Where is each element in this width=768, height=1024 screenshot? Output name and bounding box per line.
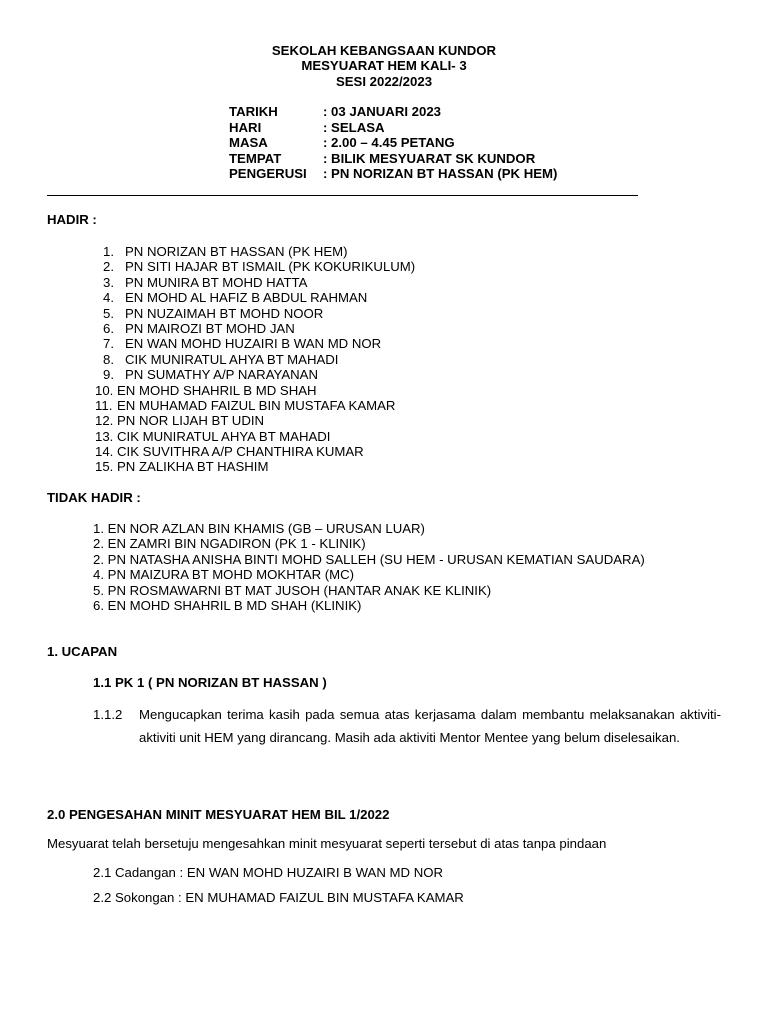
attendee-name: PN SITI HAJAR BT ISMAIL (PK KOKURIKULUM) [125,259,416,275]
tidak-hadir-heading: TIDAK HADIR : [47,490,141,505]
list-item [95,444,415,459]
list-number: 3. [103,274,114,290]
hadir-heading: HADIR : [47,212,97,227]
list-item [103,259,415,274]
list-number: 4. [103,290,114,306]
divider-line [47,195,638,196]
list-item [103,290,415,305]
attendee-name: EN MOHD SHAHRIL B MD SHAH [117,382,317,398]
pengesahan-text: Mesyuarat telah bersetuju mengesahkan minit mesyuarat seperti tersebut di atas tanpa pindaan [47,836,607,851]
list-item [103,306,415,321]
list-item: 1. EN NOR AZLAN BIN KHAMIS (GB – URUSAN LUAR) [93,521,425,536]
sokongan-line: 2.2 Sokongan : EN MUHAMAD FAIZUL BIN MUSTAFA KAMAR [93,890,464,905]
item-number: 1.1.2 [93,707,123,722]
list-number: 12. [95,413,114,429]
list-number: 6. [103,320,114,336]
list-item: 4. PN MAIZURA BT MOHD MOKHTAR (MC) [93,567,355,583]
list-number: 14. [95,444,114,460]
list-item: 5. PN ROSMAWARNI BT MAT JUSOH (HANTAR ANAK KE KLINIK) [93,582,492,598]
subsection-heading: 1.1 PK 1 ( PN NORIZAN BT HASSAN ) [93,675,327,690]
attendee-name: EN MOHD AL HAFIZ B ABDUL RAHMAN [125,290,368,306]
info-value: : BILIK MESYUARAT SK KUNDOR [323,151,536,166]
attendee-name: EN WAN MOHD HUZAIRI B WAN MD NOR [125,336,382,352]
list-number: 8. [103,351,114,367]
attendee-name: EN MUHAMAD FAIZUL BIN MUSTAFA KAMAR [117,397,396,413]
list-item [95,459,415,474]
attendee-name: CIK MUNIRATUL AHYA BT MAHADI [117,428,331,444]
list-number: 5. [103,305,114,321]
section-ucapan-heading: 1. UCAPAN [47,644,118,659]
info-value: : 2.00 – 4.45 PETANG [323,135,455,150]
list-item [103,321,415,336]
list-number: 15. [95,459,114,475]
list-number: 7. [103,336,114,352]
list-item [103,336,415,351]
cadangan-line: 2.1 Cadangan : EN WAN MOHD HUZAIRI B WAN MD NOR [93,865,444,880]
list-item [103,244,415,259]
info-value: : 03 JANUARI 2023 [323,104,442,119]
list-item [103,352,415,367]
list-number: 11. [95,397,113,413]
list-item: 6. EN MOHD SHAHRIL B MD SHAH (KLINIK) [93,597,362,613]
attendee-name: PN MUNIRA BT MOHD HATTA [125,274,308,290]
info-label: PENGERUSI [229,166,307,181]
list-item [95,398,415,413]
info-label: TARIKH [229,104,278,119]
list-number: 2. [103,259,114,275]
list-number: 10. [95,382,114,398]
attendee-name: PN NUZAIMAH BT MOHD NOOR [125,305,324,321]
list-item: 2. EN ZAMRI BIN NGADIRON (PK 1 - KLINIK) [93,536,366,552]
info-label: HARI [229,120,262,135]
info-label: MASA [229,135,268,150]
attendee-name: PN NOR LIJAH BT UDIN [117,413,265,429]
info-value: : PN NORIZAN BT HASSAN (PK HEM) [323,166,558,181]
list-number: 13. [95,428,114,444]
section-pengesahan-heading: 2.0 PENGESAHAN MINIT MESYUARAT HEM BIL 1/2022 [47,807,390,822]
list-item [95,383,415,398]
tidak-hadir-list [93,521,645,613]
attendee-name: PN ZALIKHA BT HASHIM [117,459,269,475]
session-title: SESI 2022/2023 [335,74,433,89]
attendee-name: PN MAIROZI BT MOHD JAN [125,320,295,336]
list-item [103,275,415,290]
attendee-name: CIK SUVITHRA A/P CHANTHIRA KUMAR [117,444,364,460]
hadir-list [95,244,416,475]
list-item [95,413,415,428]
ucapan-paragraph: Mengucapkan terima kasih pada semua atas kerjasama dalam membantu melaksanakan aktiviti-aktiviti unit HEM yang dirancang. Masih ada aktiviti Mentor Mentee yang belum diselesaikan. [139,707,721,745]
list-item [103,367,415,382]
list-item [95,429,415,444]
attendee-name: PN NORIZAN BT HASSAN (PK HEM) [125,244,348,259]
list-item: 2. PN NATASHA ANISHA BINTI MOHD SALLEH (SU HEM - URUSAN KEMATIAN SAUDARA) [93,551,645,567]
attendee-name: PN SUMATHY A/P NARAYANAN [125,367,318,383]
info-label: TEMPAT [229,151,282,166]
attendee-name: CIK MUNIRATUL AHYA BT MAHADI [125,351,339,367]
list-number: 9. [103,367,114,383]
school-title: SEKOLAH KEBANGSAAN KUNDOR [271,43,497,58]
info-value: : SELASA [323,120,385,135]
list-number: 1. [103,244,114,259]
meeting-title: MESYUARAT HEM KALI- 3 [301,58,467,73]
